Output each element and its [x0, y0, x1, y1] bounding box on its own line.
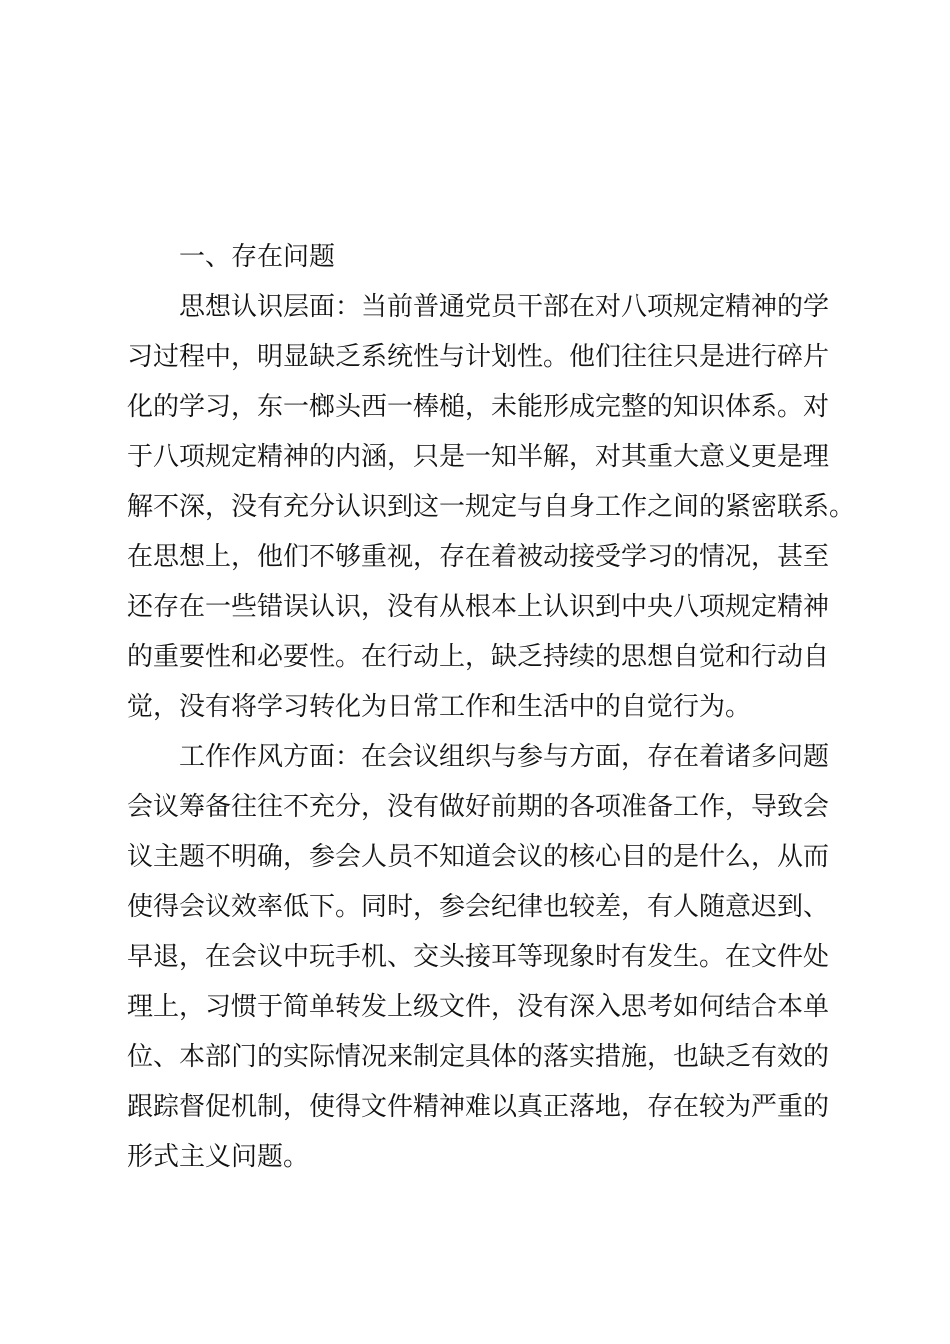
paragraph-line: 化的学习，东一榔头西一棒槌，未能形成完整的知识体系。对 [127, 392, 830, 422]
document-body [127, 232, 856, 1182]
paragraph-line: 在思想上，他们不够重视，存在着被动接受学习的情况，甚至 [127, 542, 830, 572]
paragraph-line: 工作作风方面：在会议组织与参与方面，存在着诸多问题 [179, 742, 830, 772]
paragraph-line: 习过程中，明显缺乏系统性与计划性。他们往往只是进行碎片 [127, 342, 830, 372]
paragraph-line: 理上，习惯于简单转发上级文件，没有深入思考如何结合本单 [127, 992, 830, 1022]
paragraph-line: 使得会议效率低下。同时，参会纪律也较差，有人随意迟到、 [127, 892, 830, 922]
paragraph-line: 会议筹备往往不充分，没有做好前期的各项准备工作，导致会 [127, 792, 830, 822]
section-heading: 一、存在问题 [179, 242, 336, 272]
paragraph-line: 解不深，没有充分认识到这一规定与自身工作之间的紧密联系。 [127, 492, 856, 522]
paragraph-line: 跟踪督促机制，使得文件精神难以真正落地，存在较为严重的 [127, 1092, 830, 1122]
paragraph-line: 的重要性和必要性。在行动上，缺乏持续的思想自觉和行动自 [127, 642, 830, 672]
paragraph-line: 觉，没有将学习转化为日常工作和生活中的自觉行为。 [127, 692, 752, 722]
paragraph-line: 议主题不明确，参会人员不知道会议的核心目的是什么，从而 [127, 842, 830, 872]
paragraph-line: 还存在一些错误认识，没有从根本上认识到中央八项规定精神 [127, 592, 830, 622]
paragraph-work-style [127, 732, 837, 1182]
paragraph-line: 早退，在会议中玩手机、交头接耳等现象时有发生。在文件处 [127, 942, 830, 972]
paragraph-line: 形式主义问题。 [127, 1142, 310, 1172]
paragraph-line: 于八项规定精神的内涵，只是一知半解，对其重大意义更是理 [127, 442, 830, 472]
paragraph-ideological-awareness [127, 282, 856, 732]
paragraph-line: 位、本部门的实际情况来制定具体的落实措施，也缺乏有效的 [127, 1042, 830, 1072]
paragraph-line: 思想认识层面：当前普通党员干部在对八项规定精神的学 [179, 292, 830, 322]
